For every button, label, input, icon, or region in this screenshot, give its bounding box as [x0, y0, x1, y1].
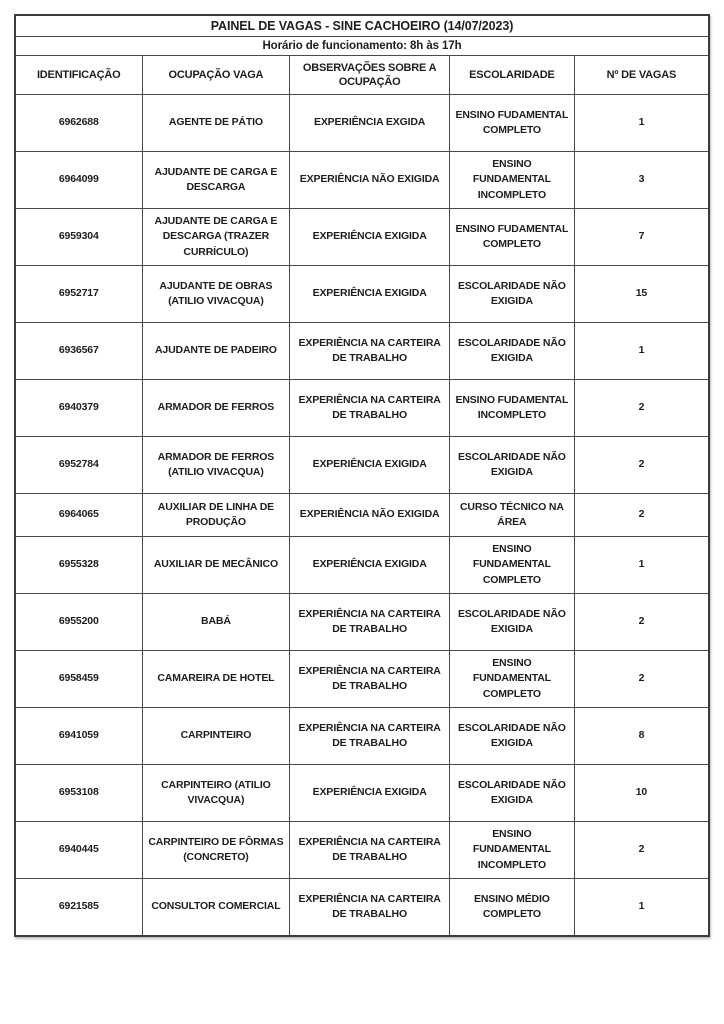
cell-identificacao: 6952717	[15, 266, 142, 323]
cell-observacoes: EXPERIÊNCIA EXIGIDA	[290, 765, 450, 822]
cell-observacoes: EXPERIÊNCIA NÃO EXIGIDA	[290, 494, 450, 537]
cell-identificacao: 6955328	[15, 537, 142, 594]
cell-num-vagas: 7	[574, 209, 709, 266]
table-row	[15, 822, 709, 879]
cell-ocupacao: AGENTE DE PÁTIO	[142, 95, 290, 152]
cell-num-vagas: 2	[574, 380, 709, 437]
cell-ocupacao: CARPINTEIRO DE FÔRMAS (CONCRETO)	[142, 822, 290, 879]
cell-identificacao: 6940445	[15, 822, 142, 879]
cell-escolaridade: ENSINO FUNDAMENTAL COMPLETO	[449, 651, 574, 708]
cell-identificacao: 6936567	[15, 323, 142, 380]
cell-identificacao: 6958459	[15, 651, 142, 708]
cell-num-vagas: 2	[574, 437, 709, 494]
table-row	[15, 879, 709, 937]
table-row	[15, 765, 709, 822]
cell-num-vagas: 2	[574, 822, 709, 879]
table-row	[15, 594, 709, 651]
cell-ocupacao: ARMADOR DE FERROS	[142, 380, 290, 437]
column-header-escolaridade: ESCOLARIDADE	[449, 56, 574, 95]
cell-escolaridade: ESCOLARIDADE NÃO EXIGIDA	[449, 437, 574, 494]
cell-identificacao: 6941059	[15, 708, 142, 765]
cell-escolaridade: ENSINO FUNDAMENTAL COMPLETO	[449, 537, 574, 594]
cell-ocupacao: AJUDANTE DE OBRAS (ATILIO VIVACQUA)	[142, 266, 290, 323]
table-row	[15, 266, 709, 323]
cell-identificacao: 6959304	[15, 209, 142, 266]
cell-identificacao: 6962688	[15, 95, 142, 152]
cell-escolaridade: ENSINO MÉDIO COMPLETO	[449, 879, 574, 937]
cell-ocupacao: CONSULTOR COMERCIAL	[142, 879, 290, 937]
cell-identificacao: 6952784	[15, 437, 142, 494]
column-header-observacoes: OBSERVAÇÕES SOBRE A OCUPAÇÃO	[290, 56, 450, 95]
cell-num-vagas: 8	[574, 708, 709, 765]
cell-observacoes: EXPERIÊNCIA NA CARTEIRA DE TRABALHO	[290, 594, 450, 651]
title-row	[15, 15, 709, 37]
cell-ocupacao: CARPINTEIRO (ATILIO VIVACQUA)	[142, 765, 290, 822]
cell-identificacao: 6964099	[15, 152, 142, 209]
cell-escolaridade: ENSINO FUDAMENTAL COMPLETO	[449, 95, 574, 152]
column-header-ocupacao: OCUPAÇÃO VAGA	[142, 56, 290, 95]
table-row	[15, 152, 709, 209]
cell-observacoes: EXPERIÊNCIA NA CARTEIRA DE TRABALHO	[290, 323, 450, 380]
cell-observacoes: EXPERIÊNCIA NA CARTEIRA DE TRABALHO	[290, 651, 450, 708]
cell-ocupacao: AJUDANTE DE CARGA E DESCARGA (TRAZER CURRÍCULO)	[142, 209, 290, 266]
column-header-identificacao: IDENTIFICAÇÃO	[15, 56, 142, 95]
cell-num-vagas: 1	[574, 95, 709, 152]
cell-ocupacao: CARPINTEIRO	[142, 708, 290, 765]
table-row	[15, 494, 709, 537]
cell-observacoes: EXPERIÊNCIA EXIGIDA	[290, 209, 450, 266]
cell-ocupacao: CAMAREIRA DE HOTEL	[142, 651, 290, 708]
cell-observacoes: EXPERIÊNCIA EXIGIDA	[290, 537, 450, 594]
table-body	[15, 95, 709, 937]
cell-num-vagas: 15	[574, 266, 709, 323]
table-row	[15, 323, 709, 380]
cell-observacoes: EXPERIÊNCIA NA CARTEIRA DE TRABALHO	[290, 708, 450, 765]
cell-ocupacao: AJUDANTE DE PADEIRO	[142, 323, 290, 380]
cell-escolaridade: ESCOLARIDADE NÃO EXIGIDA	[449, 323, 574, 380]
cell-escolaridade: ESCOLARIDADE NÃO EXIGIDA	[449, 708, 574, 765]
cell-escolaridade: ENSINO FUNDAMENTAL INCOMPLETO	[449, 152, 574, 209]
cell-observacoes: EXPERIÊNCIA NA CARTEIRA DE TRABALHO	[290, 822, 450, 879]
cell-num-vagas: 2	[574, 594, 709, 651]
cell-identificacao: 6955200	[15, 594, 142, 651]
cell-identificacao: 6921585	[15, 879, 142, 937]
cell-observacoes: EXPERIÊNCIA NA CARTEIRA DE TRABALHO	[290, 879, 450, 937]
table-row	[15, 95, 709, 152]
table-row	[15, 537, 709, 594]
cell-num-vagas: 2	[574, 494, 709, 537]
cell-observacoes: EXPERIÊNCIA EXIGIDA	[290, 437, 450, 494]
cell-identificacao: 6964065	[15, 494, 142, 537]
table-row	[15, 437, 709, 494]
cell-escolaridade: ENSINO FUDAMENTAL INCOMPLETO	[449, 380, 574, 437]
vacancies-table	[14, 14, 710, 937]
cell-escolaridade: ESCOLARIDADE NÃO EXIGIDA	[449, 266, 574, 323]
cell-observacoes: EXPERIÊNCIA NÃO EXIGIDA	[290, 152, 450, 209]
table-row	[15, 380, 709, 437]
cell-escolaridade: ENSINO FUDAMENTAL COMPLETO	[449, 209, 574, 266]
cell-escolaridade: ESCOLARIDADE NÃO EXIGIDA	[449, 594, 574, 651]
header-row	[15, 56, 709, 95]
cell-observacoes: EXPERIÊNCIA EXIGIDA	[290, 266, 450, 323]
cell-escolaridade: ESCOLARIDADE NÃO EXIGIDA	[449, 765, 574, 822]
cell-num-vagas: 1	[574, 537, 709, 594]
page-title: PAINEL DE VAGAS - SINE CACHOEIRO (14/07/2023)	[15, 15, 709, 37]
cell-ocupacao: BABÁ	[142, 594, 290, 651]
cell-ocupacao: AUXILIAR DE LINHA DE PRODUÇÃO	[142, 494, 290, 537]
cell-escolaridade: CURSO TÉCNICO NA ÁREA	[449, 494, 574, 537]
cell-num-vagas: 10	[574, 765, 709, 822]
cell-num-vagas: 1	[574, 879, 709, 937]
cell-identificacao: 6940379	[15, 380, 142, 437]
table-row	[15, 651, 709, 708]
cell-ocupacao: ARMADOR DE FERROS (ATILIO VIVACQUA)	[142, 437, 290, 494]
cell-identificacao: 6953108	[15, 765, 142, 822]
cell-num-vagas: 3	[574, 152, 709, 209]
cell-escolaridade: ENSINO FUNDAMENTAL INCOMPLETO	[449, 822, 574, 879]
cell-num-vagas: 2	[574, 651, 709, 708]
subtitle-row	[15, 37, 709, 56]
cell-observacoes: EXPERIÊNCIA EXGIDA	[290, 95, 450, 152]
cell-ocupacao: AUXILIAR DE MECÂNICO	[142, 537, 290, 594]
opening-hours: Horário de funcionamento: 8h às 17h	[15, 37, 709, 56]
cell-num-vagas: 1	[574, 323, 709, 380]
table-row	[15, 209, 709, 266]
table-row	[15, 708, 709, 765]
cell-observacoes: EXPERIÊNCIA NA CARTEIRA DE TRABALHO	[290, 380, 450, 437]
column-header-vagas: Nº DE VAGAS	[574, 56, 709, 95]
cell-ocupacao: AJUDANTE DE CARGA E DESCARGA	[142, 152, 290, 209]
